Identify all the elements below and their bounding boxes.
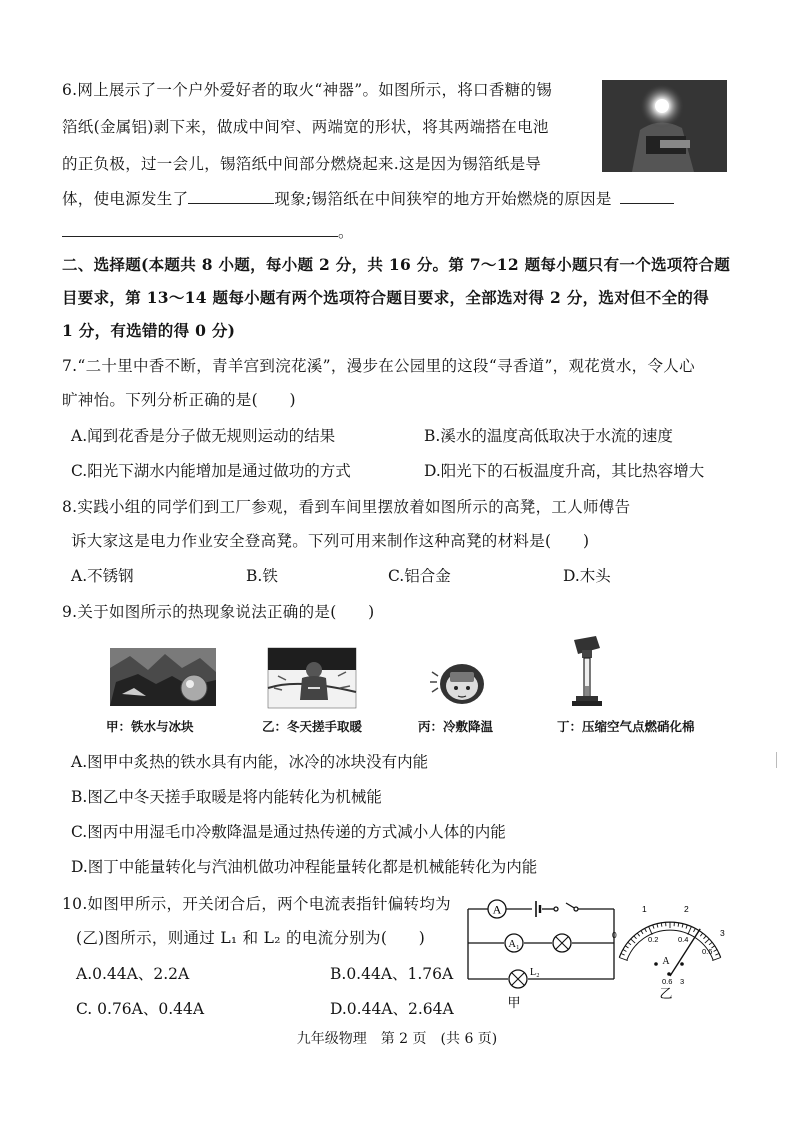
q6-line-4-a: 体，使电源发生了	[62, 190, 189, 208]
dial-tick	[628, 942, 631, 945]
ammeter-a-label: A	[492, 902, 502, 917]
q6-blank-1[interactable]	[188, 187, 274, 204]
section-2-line-3: 1 分，有选错的得 0 分)	[62, 321, 236, 340]
q6-line-5	[62, 220, 354, 243]
page-footer: 九年级物理 第 2 页 (共 6 页)	[296, 1031, 498, 1047]
q8-option-b[interactable]: B.铁	[246, 567, 278, 585]
ammeter-a1-label: A₁	[508, 939, 520, 950]
dial-tick	[705, 939, 709, 943]
q9-caption-yi: 乙：冬天搓手取暖	[262, 719, 363, 734]
q9-caption-ding: 丁：压缩空气点燃硝化棉	[557, 719, 695, 734]
lamp-l2-icon	[509, 970, 527, 988]
q9-option-b[interactable]: B.图乙中冬天搓手取暖是将内能转化为机械能	[71, 788, 382, 806]
scan-mark	[776, 752, 777, 768]
q8-option-c[interactable]: C.铝合金	[388, 567, 451, 585]
figure-yi-label: 乙	[659, 986, 673, 1001]
scale-label-0: 0	[612, 930, 617, 940]
q8-option-a[interactable]: A.不锈钢	[71, 567, 134, 585]
section-2-line-1: 二、选择题(本题共 8 小题，每小题 2 分，共 16 分。第 7～12 题每小题只有一个选项符合题	[62, 255, 730, 274]
q10-line-1: 10.如图甲所示，开关闭合后，两个电流表指针偏转均为	[62, 895, 451, 913]
scale-label-0-2: 0.2	[648, 935, 659, 944]
q6-blank-2b[interactable]	[62, 220, 338, 237]
terminal-label-0-6: 0.6	[662, 977, 673, 986]
q6-line-4	[62, 187, 674, 210]
q9-caption-bing: 丙：冷敷降温	[418, 719, 494, 734]
q6-blank-2a[interactable]	[620, 187, 674, 204]
q9-option-d[interactable]: D.图丁中能量转化与汽油机做功冲程能量转化都是机械能转化为内能	[71, 858, 538, 876]
terminal-label-3: 3	[680, 977, 685, 986]
q7-option-b[interactable]: B.溪水的温度高低取决于水流的速度	[424, 427, 673, 445]
scale-label-0-6: 0.6	[702, 947, 713, 956]
q8-option-d[interactable]: D.木头	[563, 567, 611, 585]
figure-jia-label: 甲	[507, 995, 521, 1010]
section-2-line-2: 目要求，第 13～14 题每小题有两个选项符合题目要求，全部选对得 2 分，选对但不全的得	[62, 288, 710, 307]
q7-option-d[interactable]: D.阳光下的石板温度升高，其比热容增大	[424, 462, 705, 480]
q6-line-5-end: 。	[338, 223, 354, 241]
dial-tick	[631, 939, 635, 943]
lamp-l1-icon	[553, 934, 571, 952]
scale-label-1: 1	[642, 904, 647, 914]
q9-figure-bing	[428, 658, 492, 708]
lamp-l2-label: L₂	[530, 967, 540, 978]
q9-option-a[interactable]: A.图甲中炙热的铁水具有内能，冰冷的冰块没有内能	[71, 753, 429, 771]
scale-label-0-4: 0.4	[678, 935, 689, 944]
q8-line-1: 8.实践小组的同学们到工厂参观，看到车间里摆放着如图所示的高凳，工人师傅告	[62, 498, 631, 516]
q7-line-1: 7.“二十里中香不断，青羊宫到浣花溪”，漫步在公园里的这段“寻香道”，观花赏水，令人心	[62, 357, 695, 375]
dial-unit-label: A	[662, 956, 670, 967]
q6-photo	[602, 80, 727, 172]
q9-figure-jia	[110, 648, 216, 706]
q6-line-3: 的正负极，过一会儿，锡箔纸中间部分燃烧起来.这是因为锡箔纸是导	[62, 155, 542, 173]
q10-option-c[interactable]: C. 0.76A、0.44A	[76, 1000, 205, 1018]
q9-figure-ding	[566, 636, 608, 710]
q7-option-a[interactable]: A.闻到花香是分子做无规则运动的结果	[71, 427, 336, 445]
q8-line-2: 诉大家这是电力作业安全登高凳。下列可用来制作这种高凳的材料是( )	[71, 532, 590, 550]
q10-option-a[interactable]: A.0.44A、2.2A	[76, 965, 190, 983]
scale-label-3: 3	[720, 928, 725, 938]
q9-stem: 9.关于如图所示的热现象说法正确的是( )	[62, 603, 375, 621]
q9-figure-yi	[268, 648, 356, 708]
scale-label-2: 2	[684, 904, 689, 914]
q10-option-b[interactable]: B.0.44A、1.76A	[330, 965, 454, 983]
dial-tick	[709, 942, 712, 945]
q9-caption-jia: 甲：铁水与冰块	[106, 719, 194, 734]
q6-line-4-b: 现象;锡箔纸在中间狭窄的地方开始燃烧的原因是	[274, 190, 612, 208]
q10-option-d[interactable]: D.0.44A、2.64A	[330, 1000, 454, 1018]
q7-option-c[interactable]: C.阳光下湖水内能增加是通过做功的方式	[71, 462, 351, 480]
q6-line-2: 箔纸(金属铝)剥下来，做成中间窄、两端宽的形状，将其两端搭在电池	[62, 118, 549, 136]
q7-line-2: 旷神怡。下列分析正确的是( )	[62, 391, 296, 409]
q10-ammeter-dial	[606, 902, 734, 1002]
q10-circuit-diagram	[466, 895, 618, 1015]
q6-line-1: 6.网上展示了一个户外爱好者的取火“神器”。如图所示，将口香糖的锡	[62, 81, 553, 99]
q10-line-2: (乙)图所示，则通过 L₁ 和 L₂ 的电流分别为( )	[76, 929, 426, 947]
q9-option-c[interactable]: C.图丙中用湿毛巾冷敷降温是通过热传递的方式减小人体的内能	[71, 823, 506, 841]
